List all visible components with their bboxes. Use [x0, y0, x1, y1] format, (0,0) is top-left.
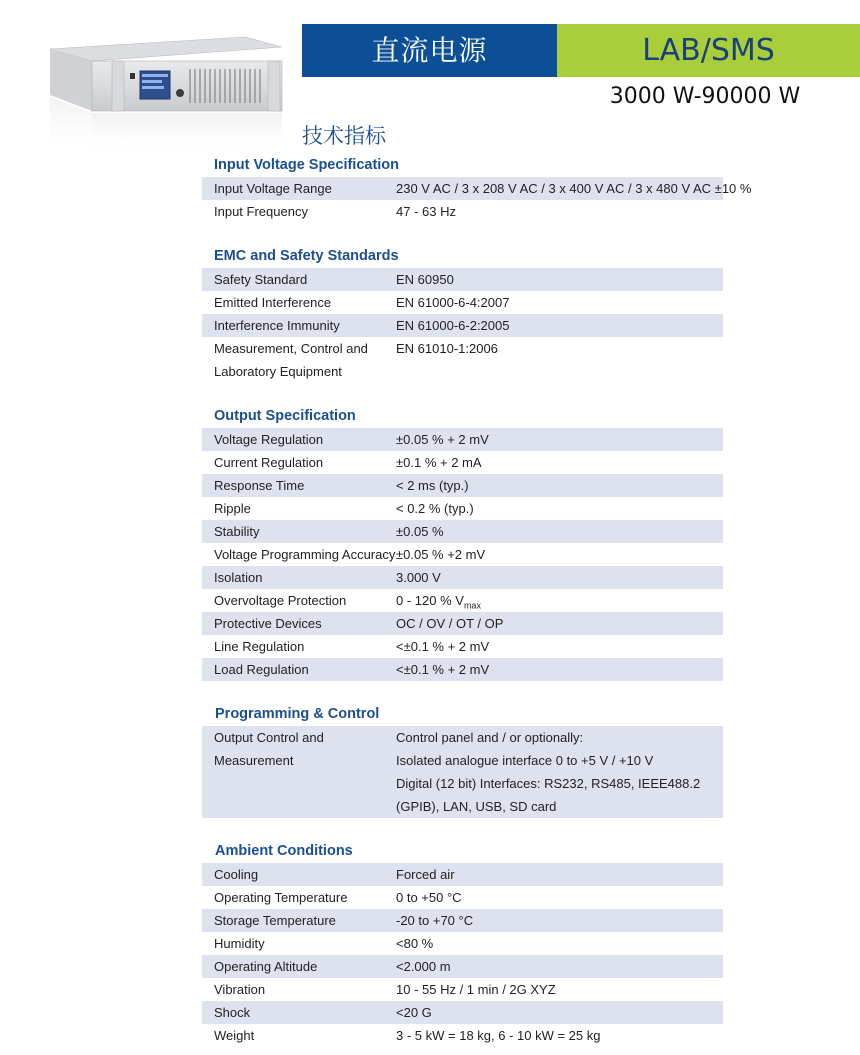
- section-title-ambient: Ambient Conditions: [215, 843, 353, 859]
- row-value: 0 to +50 °C: [396, 890, 462, 905]
- table-row: [202, 177, 752, 200]
- power-range: 3000 W-90000 W: [609, 84, 801, 109]
- row-value: <±0.1 % + 2 mV: [396, 662, 490, 677]
- table-row: [202, 978, 723, 1001]
- table-row: [202, 1024, 723, 1047]
- row-label: Storage Temperature: [214, 913, 336, 928]
- row-label: Load Regulation: [214, 662, 309, 677]
- row-value: < 2 ms (typ.): [396, 478, 469, 493]
- row-value: <2.000 m: [396, 959, 451, 974]
- row-label: Safety Standard: [214, 272, 308, 287]
- table-row: [202, 612, 723, 635]
- row-label: Vibration: [214, 982, 266, 997]
- row-label: Ripple: [214, 501, 251, 516]
- row-value: <20 G: [396, 1005, 432, 1020]
- row-label: Operating Temperature: [214, 890, 348, 905]
- table-row: [202, 314, 723, 337]
- row-label: Overvoltage Protection: [214, 593, 347, 608]
- row-label: Interference Immunity: [214, 318, 340, 333]
- series-banner: LAB/SMS: [557, 24, 860, 77]
- table-row: [202, 451, 723, 474]
- row-value-subscript: max: [463, 600, 481, 611]
- row-label: Protective Devices: [214, 616, 322, 631]
- row-label: Input Frequency: [214, 204, 308, 219]
- table-row: [202, 566, 723, 589]
- section-title-emc: EMC and Safety Standards: [214, 248, 399, 264]
- row-value: < 0.2 % (typ.): [396, 501, 474, 516]
- section-title-programming: Programming & Control: [215, 706, 380, 722]
- table-row: [202, 474, 723, 497]
- row-value: 10 - 55 Hz / 1 min / 2G XYZ: [396, 982, 556, 997]
- row-value: 230 V AC / 3 x 208 V AC / 3 x 400 V AC / 3 x 480 V AC ±10 %: [396, 181, 752, 196]
- table-row: [202, 886, 723, 909]
- table-row: [202, 1001, 723, 1024]
- row-label: Cooling: [214, 867, 259, 882]
- table-row: [202, 337, 723, 383]
- row-value: <80 %: [396, 936, 434, 951]
- row-value: EN 60950: [396, 272, 454, 287]
- row-value: Isolated analogue interface 0 to +5 V / +10 V: [396, 753, 654, 768]
- row-value: 3.000 V: [396, 570, 441, 585]
- row-label: Emitted Interference: [214, 295, 332, 310]
- table-row: [202, 909, 723, 932]
- row-label: Humidity: [214, 936, 265, 951]
- row-value: EN 61010-1:2006: [396, 341, 498, 356]
- table-row: [202, 291, 723, 314]
- table-row: [202, 428, 723, 451]
- row-label: Input Voltage Range: [214, 181, 332, 196]
- row-value: Digital (12 bit) Interfaces: RS232, RS485, IEEE488.2: [396, 776, 701, 791]
- table-row: [202, 520, 723, 543]
- row-label: Stability: [214, 524, 260, 539]
- row-value: EN 61000-6-4:2007: [396, 295, 510, 310]
- row-label: Measurement, Control and: [214, 341, 368, 356]
- section-title-output: Output Specification: [214, 408, 356, 424]
- row-label: Shock: [214, 1005, 251, 1020]
- row-label: Current Regulation: [214, 455, 324, 470]
- row-value: ±0.1 % + 2 mA: [396, 455, 482, 470]
- row-value: <±0.1 % + 2 mV: [396, 639, 490, 654]
- row-label: Response Time: [214, 478, 305, 493]
- row-value: EN 61000-6-2:2005: [396, 318, 510, 333]
- row-value: 3 - 5 kW = 18 kg, 6 - 10 kW = 25 kg: [396, 1028, 601, 1043]
- table-row: [202, 497, 723, 520]
- table-row: [202, 932, 723, 955]
- product-image: [40, 33, 290, 158]
- table-row: [202, 658, 723, 681]
- table-row: [202, 635, 723, 658]
- row-value: ±0.05 % + 2 mV: [396, 432, 489, 447]
- spec-title: 技术指标: [302, 124, 386, 148]
- row-value: (GPIB), LAN, USB, SD card: [396, 799, 557, 814]
- table-row: [202, 863, 723, 886]
- row-value: OC / OV / OT / OP: [396, 616, 504, 631]
- table-row: [202, 543, 723, 566]
- row-value: Forced air: [396, 867, 455, 882]
- row-label: Voltage Programming Accuracy: [214, 547, 396, 562]
- category-banner: 直流电源: [302, 24, 557, 77]
- row-value: ±0.05 % +2 mV: [396, 547, 486, 562]
- row-value: ±0.05 %: [396, 524, 444, 539]
- row-label: Line Regulation: [214, 639, 305, 654]
- table-row: [202, 726, 723, 818]
- row-label: Laboratory Equipment: [214, 364, 342, 379]
- table-row: [202, 268, 723, 291]
- section-title-input: Input Voltage Specification: [214, 157, 400, 173]
- row-label: Measurement: [214, 753, 294, 768]
- row-value-main: 0 - 120 % V: [396, 593, 464, 608]
- row-label: Operating Altitude: [214, 959, 318, 974]
- table-row: [202, 200, 723, 223]
- row-label: Weight: [214, 1028, 255, 1043]
- table-row: [202, 955, 723, 978]
- row-label: Voltage Regulation: [214, 432, 324, 447]
- row-value: 47 - 63 Hz: [396, 204, 456, 219]
- row-label: Output Control and: [214, 730, 324, 745]
- row-label: Isolation: [214, 570, 263, 585]
- row-value: Control panel and / or optionally:: [396, 730, 584, 745]
- row-value: [396, 589, 721, 612]
- table-row: [202, 589, 723, 612]
- row-value: -20 to +70 °C: [396, 913, 474, 928]
